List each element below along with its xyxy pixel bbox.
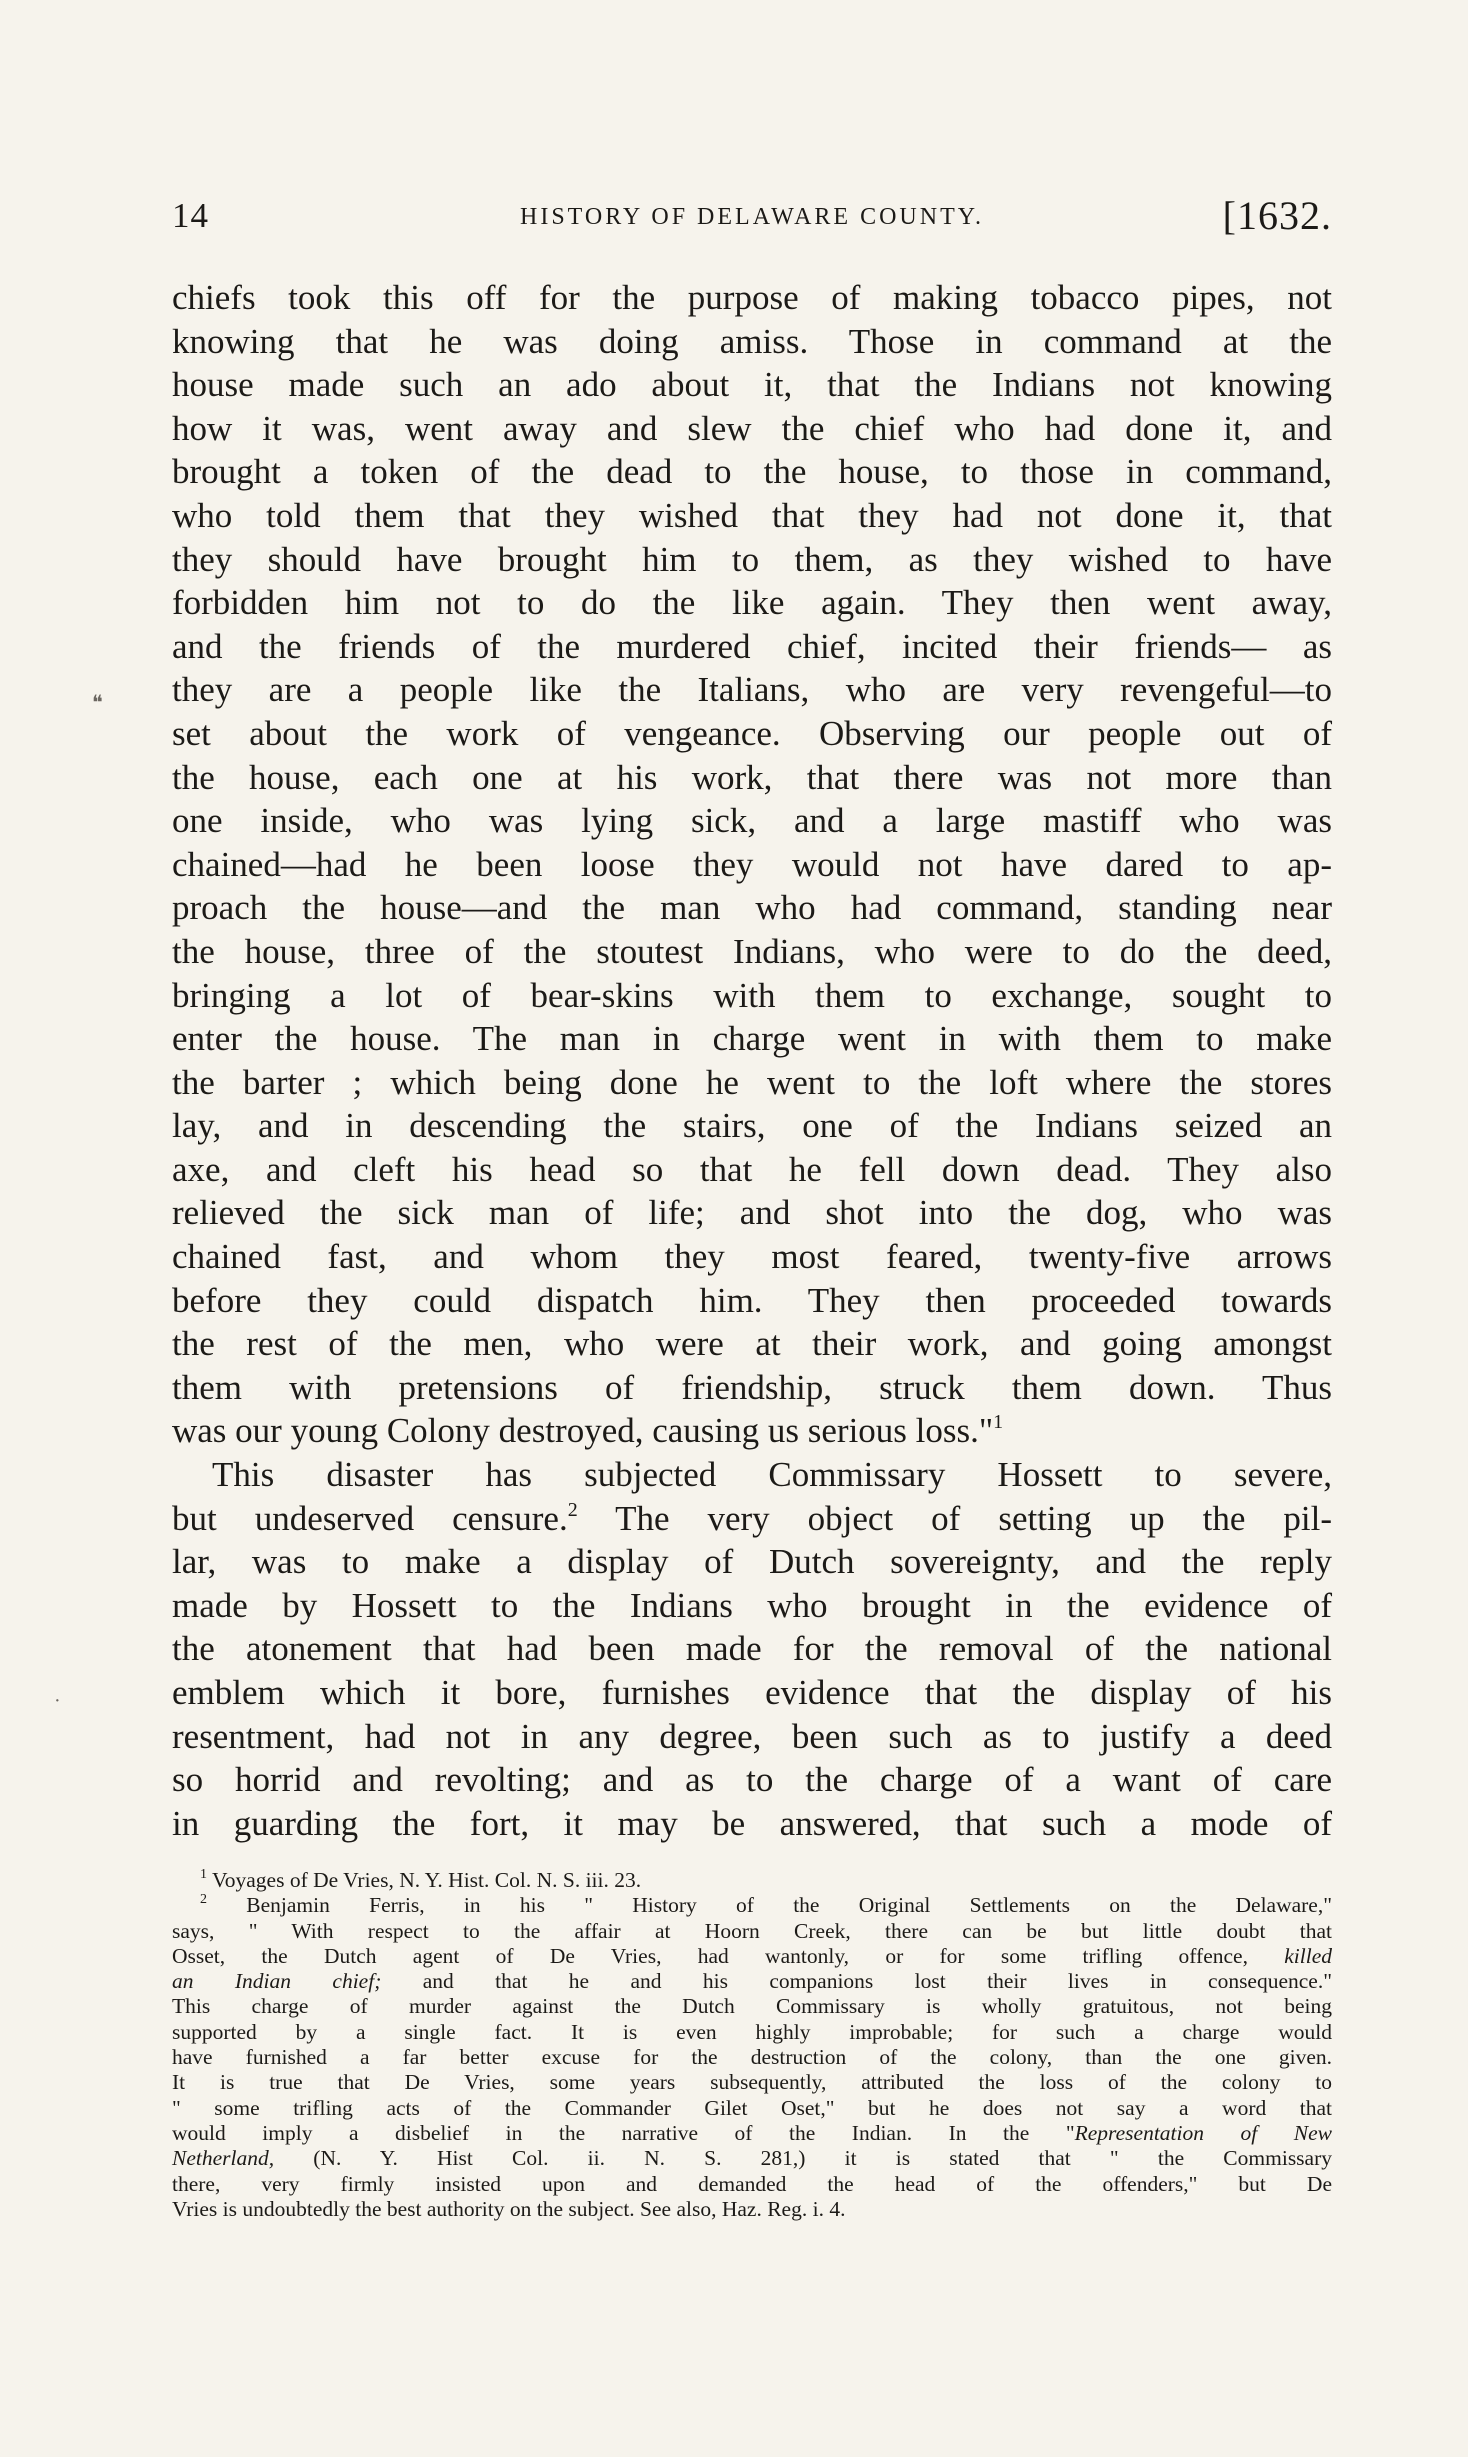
body-line: emblem which it bore, furnishes evidence that the display of his — [172, 1673, 1332, 1712]
footnote-2-line — [172, 1893, 1332, 1918]
body-line: the atonement that had been made for the removal of the national — [172, 1629, 1332, 1669]
footnote-2-line: Vries is undoubtedly the best authority on the subject. See also, Haz. Reg. i. 4. — [172, 2196, 846, 2221]
body-line: This disaster has subjected Commissary Hossett to severe, — [212, 1455, 1332, 1495]
footnote-2-line — [172, 2146, 1332, 2171]
footnote-text: would imply a disbelief in the narrative of the Indian. In the " — [172, 2120, 1075, 2145]
body-line: in guarding the fort, it may be answered, that such a mode of — [172, 1803, 1332, 1843]
body-line-text: but undeserved censure. — [172, 1498, 568, 1538]
body-line: and the friends of the murdered chief, incited their friends— as — [172, 626, 1332, 666]
footnote-text: Voyages of De Vries, N. Y. Hist. Col. N. S. iii. 23. — [212, 1868, 642, 1892]
body-line: one inside, who was lying sick, and a large mastiff who was — [172, 801, 1332, 841]
footnote-text: Benjamin Ferris, in his " History of the Original Settlements on the Delaware," — [246, 1893, 1333, 1918]
body-line: axe, and cleft his head so that he fell down dead. They also — [172, 1149, 1332, 1189]
body-line: them with pretensions of friendship, struck them down. Thus — [172, 1367, 1332, 1407]
body-line: chiefs took this off for the purpose of making tobacco pipes, not — [172, 278, 1332, 317]
body-line: before they could dispatch him. They then proceeded towards — [172, 1280, 1332, 1320]
body-line: made by Hossett to the Indians who brought in the evidence of — [172, 1585, 1332, 1625]
footnote-1 — [172, 1868, 1332, 1893]
body-line — [172, 1409, 1332, 1453]
footnote-2-line: have furnished a far better excuse for the destruction of the colony, than the one given. — [172, 2045, 1332, 2070]
footnote-italic: Netherland, — [172, 2146, 275, 2171]
footnote-2-line: says, " With respect to the affair at Hoorn Creek, there can be but little doubt that — [172, 1918, 1332, 1943]
footnote-mark: 2 — [200, 1892, 207, 1908]
body-line: they should have brought him to them, as they wished to have — [172, 539, 1332, 579]
body-line-text: The very object of setting up the pil- — [577, 1498, 1332, 1538]
body-line: who told them that they wished that they had not done it, that — [172, 495, 1332, 535]
running-title: HISTORY OF DELAWARE COUNTY. — [520, 204, 984, 230]
footnote-ref[interactable]: 2 — [567, 1498, 578, 1521]
footnote-ref[interactable]: 1 — [993, 1411, 1004, 1434]
body-line: bringing a lot of bear-skins with them to exchange, sought to — [172, 975, 1332, 1015]
body-line: brought a token of the dead to the house, to those in command, — [172, 452, 1332, 492]
body-line: the barter ; which being done he went to the loft where the stores — [172, 1062, 1332, 1102]
footnote-italic: an Indian chief; — [172, 1969, 382, 1994]
footnote-text: (N. Y. Hist Col. ii. N. S. 281,) it is stated that " the Commissary — [313, 2146, 1332, 2171]
body-line: resentment, had not in any degree, been such as to justify a deed — [172, 1716, 1332, 1756]
body-line: set about the work of vengeance. Observing our people out of — [172, 713, 1332, 753]
body-line: how it was, went away and slew the chief who had done it, and — [172, 408, 1332, 448]
body-line: the house, three of the stoutest Indians, who were to do the deed, — [172, 931, 1332, 971]
footnote-2-line: supported by a single fact. It is even highly improbable; for such a charge would — [172, 2019, 1332, 2044]
margin-mark: ❝ — [92, 692, 103, 714]
body-line-text: was our young Colony destroyed, causing us serious loss." — [172, 1411, 994, 1451]
footnote-mark: 1 — [200, 1867, 207, 1882]
running-head — [172, 193, 1332, 248]
margin-mark: · — [54, 1690, 61, 1712]
page-number: 14 — [172, 196, 209, 235]
body-line: lar, was to make a display of Dutch sovereignty, and the reply — [172, 1542, 1332, 1582]
body-line: house made such an ado about it, that the Indians not knowing — [172, 365, 1332, 405]
body-line: forbidden him not to do the like again. They then went away, — [172, 583, 1332, 623]
footnote-2-line — [172, 2121, 1332, 2146]
body-line: chained—had he been loose they would not have dared to ap- — [172, 844, 1332, 884]
footnote-2-line — [172, 1969, 1332, 1994]
body-line: knowing that he was doing amiss. Those in command at the — [172, 321, 1332, 361]
running-year: [1632. — [1222, 193, 1332, 238]
footnote-2-line — [172, 1944, 1332, 1969]
footnotes — [172, 1868, 1332, 2222]
footnote-2-line: It is true that De Vries, some years subsequently, attributed the loss of the colony to — [172, 2070, 1332, 2095]
footnote-2-line: there, very firmly insisted upon and demanded the head of the offenders," but De — [172, 2171, 1332, 2196]
body-line: chained fast, and whom they most feared, twenty-five arrows — [172, 1237, 1332, 1277]
body-line: lay, and in descending the stairs, one of the Indians seized an — [172, 1106, 1332, 1146]
body-line: enter the house. The man in charge went in with them to make — [172, 1019, 1332, 1059]
footnote-2-line: This charge of murder against the Dutch Commissary is wholly gratuitous, not being — [172, 1994, 1332, 2019]
footnote-text: Osset, the Dutch agent of De Vries, had wantonly, or for some trifling offence, — [172, 1943, 1248, 1968]
body-line: they are a people like the Italians, who are very revengeful—to — [172, 670, 1332, 710]
footnote-2-line: " some trifling acts of the Commander Gilet Oset," but he does not say a word that — [172, 2095, 1332, 2120]
body-line: the rest of the men, who were at their work, and going amongst — [172, 1324, 1332, 1364]
footnote-italic: Representation of New — [1074, 2120, 1332, 2145]
footnote-text: and that he and his companions lost their lives in consequence." — [422, 1969, 1333, 1994]
footnote-italic: killed — [1284, 1943, 1332, 1968]
body-line — [172, 1497, 1332, 1541]
body-line: relieved the sick man of life; and shot into the dog, who was — [172, 1193, 1332, 1233]
body-text — [172, 276, 1332, 1845]
body-line: the house, each one at his work, that there was not more than — [172, 757, 1332, 797]
body-line: so horrid and revolting; and as to the charge of a want of care — [172, 1760, 1332, 1800]
body-line: proach the house—and the man who had command, standing near — [172, 888, 1332, 928]
